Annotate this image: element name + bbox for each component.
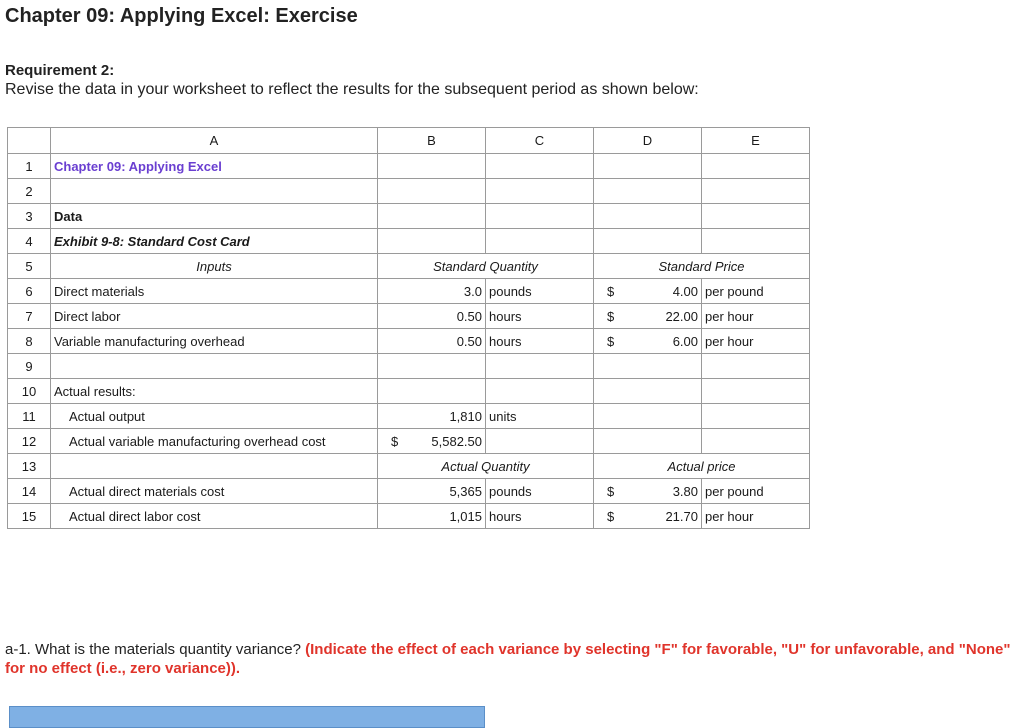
- cell-c8: hours: [486, 329, 594, 354]
- currency-symbol: $: [607, 283, 615, 299]
- cell-a2: [51, 179, 378, 204]
- cell-b3: [378, 204, 486, 229]
- table-row: [8, 329, 810, 354]
- table-row: [8, 304, 810, 329]
- row-number: 8: [8, 329, 51, 354]
- requirement-heading: Requirement 2:: [5, 62, 115, 79]
- cell-e2: [702, 179, 810, 204]
- cell-d11: [594, 404, 702, 429]
- column-header-d: D: [594, 128, 702, 154]
- cell-c7: hours: [486, 304, 594, 329]
- cell-e9: [702, 354, 810, 379]
- column-header-c: C: [486, 128, 594, 154]
- cell-b6: 3.0: [378, 279, 486, 304]
- cell-a7: Direct labor: [51, 304, 378, 329]
- table-row: [8, 254, 810, 279]
- table-row: [8, 354, 810, 379]
- cell-e15: per hour: [702, 504, 810, 529]
- cell-d10: [594, 379, 702, 404]
- cell-c11: units: [486, 404, 594, 429]
- cell-a4: Exhibit 9-8: Standard Cost Card: [51, 229, 378, 254]
- cell-b10: [378, 379, 486, 404]
- cell-c12: [486, 429, 594, 454]
- cell-b12: [378, 429, 486, 454]
- row-number: 1: [8, 154, 51, 179]
- spreadsheet-table: [7, 127, 810, 529]
- table-row: [8, 229, 810, 254]
- cell-a14: Actual direct materials cost: [51, 479, 378, 504]
- cell-b1: [378, 154, 486, 179]
- cell-d1: [594, 154, 702, 179]
- table-row: [8, 504, 810, 529]
- question-a1: [5, 640, 1020, 678]
- cell-e11: [702, 404, 810, 429]
- cell-a10: Actual results:: [51, 379, 378, 404]
- currency-symbol: $: [607, 308, 615, 324]
- cell-a6: Direct materials: [51, 279, 378, 304]
- table-row: [8, 204, 810, 229]
- corner-cell: [8, 128, 51, 154]
- cell-d13-actual-price: Actual price: [594, 454, 810, 479]
- currency-symbol: $: [391, 433, 399, 449]
- cell-e8: per hour: [702, 329, 810, 354]
- table-row: [8, 279, 810, 304]
- cell-d8-value: 6.00: [672, 333, 698, 349]
- cell-d14-value: 3.80: [672, 483, 698, 499]
- cell-b12-value: 5,582.50: [431, 433, 482, 449]
- cell-c6: pounds: [486, 279, 594, 304]
- row-number: 4: [8, 229, 51, 254]
- table-row: [8, 179, 810, 204]
- cell-b9: [378, 354, 486, 379]
- cell-d12: [594, 429, 702, 454]
- row-number: 3: [8, 204, 51, 229]
- table-row: [8, 154, 810, 179]
- row-number: 11: [8, 404, 51, 429]
- page-title: Chapter 09: Applying Excel: Exercise: [5, 5, 358, 27]
- row-number: 15: [8, 504, 51, 529]
- cell-a11: Actual output: [51, 404, 378, 429]
- table-row: [8, 429, 810, 454]
- cell-c4: [486, 229, 594, 254]
- column-header-a: A: [51, 128, 378, 154]
- column-header-row: [8, 128, 810, 154]
- row-number: 2: [8, 179, 51, 204]
- column-header-e: E: [702, 128, 810, 154]
- table-row: [8, 479, 810, 504]
- cell-e7: per hour: [702, 304, 810, 329]
- table-row: [8, 454, 810, 479]
- cell-d15-value: 21.70: [665, 508, 698, 524]
- cell-e10: [702, 379, 810, 404]
- cell-e12: [702, 429, 810, 454]
- answer-table-header: [9, 706, 485, 728]
- cell-b4: [378, 229, 486, 254]
- cell-b14: 5,365: [378, 479, 486, 504]
- cell-a13: [51, 454, 378, 479]
- cell-e6: per pound: [702, 279, 810, 304]
- cell-e1: [702, 154, 810, 179]
- cell-c3: [486, 204, 594, 229]
- cell-a12: Actual variable manufacturing overhead cost: [51, 429, 378, 454]
- cell-c9: [486, 354, 594, 379]
- cell-b13-actual-quantity: Actual Quantity: [378, 454, 594, 479]
- cell-a9: [51, 354, 378, 379]
- cell-c1: [486, 154, 594, 179]
- column-header-b: B: [378, 128, 486, 154]
- cell-b5-standard-quantity: Standard Quantity: [378, 254, 594, 279]
- currency-symbol: $: [607, 508, 615, 524]
- cell-d9: [594, 354, 702, 379]
- requirement-text: Revise the data in your worksheet to reflect the results for the subsequent period as shown below:: [5, 81, 699, 98]
- row-number: 13: [8, 454, 51, 479]
- table-row: [8, 379, 810, 404]
- row-number: 5: [8, 254, 51, 279]
- cell-c2: [486, 179, 594, 204]
- cell-a3: Data: [51, 204, 378, 229]
- question-text: a-1. What is the materials quantity variance?: [5, 641, 306, 658]
- cell-d6: [594, 279, 702, 304]
- cell-d15: [594, 504, 702, 529]
- row-number: 14: [8, 479, 51, 504]
- cell-d2: [594, 179, 702, 204]
- cell-d5-standard-price: Standard Price: [594, 254, 810, 279]
- row-number: 12: [8, 429, 51, 454]
- cell-d7-value: 22.00: [665, 308, 698, 324]
- row-number: 10: [8, 379, 51, 404]
- cell-d14: [594, 479, 702, 504]
- cell-e4: [702, 229, 810, 254]
- cell-a1: Chapter 09: Applying Excel: [51, 154, 378, 179]
- table-row: [8, 404, 810, 429]
- cell-b2: [378, 179, 486, 204]
- cell-b8: 0.50: [378, 329, 486, 354]
- cell-b7: 0.50: [378, 304, 486, 329]
- cell-b15: 1,015: [378, 504, 486, 529]
- cell-e3: [702, 204, 810, 229]
- cell-b11: 1,810: [378, 404, 486, 429]
- cell-d7: [594, 304, 702, 329]
- cell-e14: per pound: [702, 479, 810, 504]
- cell-c10: [486, 379, 594, 404]
- cell-d6-value: 4.00: [672, 283, 698, 299]
- row-number: 9: [8, 354, 51, 379]
- cell-d4: [594, 229, 702, 254]
- row-number: 6: [8, 279, 51, 304]
- cell-a15: Actual direct labor cost: [51, 504, 378, 529]
- cell-d8: [594, 329, 702, 354]
- cell-a5: Inputs: [51, 254, 378, 279]
- currency-symbol: $: [607, 483, 615, 499]
- question-hint: (Indicate the effect of each variance by selecting "F" for favorable, "U" for unfavorable, and "None" for no effect (i.e., zero variance)).: [5, 641, 1011, 677]
- row-number: 7: [8, 304, 51, 329]
- currency-symbol: $: [607, 333, 615, 349]
- cell-d3: [594, 204, 702, 229]
- cell-a8: Variable manufacturing overhead: [51, 329, 378, 354]
- cell-c14: pounds: [486, 479, 594, 504]
- cell-c15: hours: [486, 504, 594, 529]
